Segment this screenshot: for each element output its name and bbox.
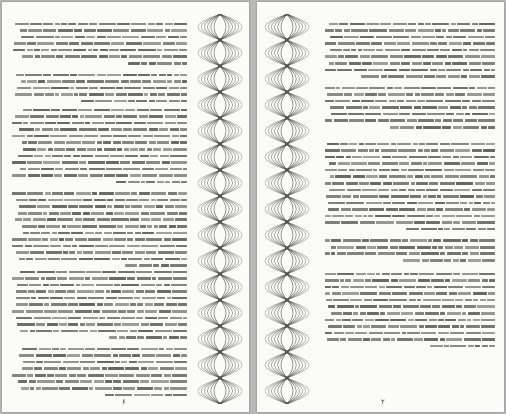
paragraph — [325, 22, 495, 81]
paragraph — [325, 239, 495, 265]
text-line — [12, 99, 187, 106]
paragraph — [12, 22, 187, 68]
text-line — [12, 393, 187, 400]
text-line — [325, 344, 495, 351]
left-page-top-text — [12, 22, 187, 111]
paragraph — [325, 142, 495, 234]
paragraph — [12, 270, 187, 342]
text-line — [12, 180, 187, 187]
text-line — [325, 258, 495, 265]
right-page-middle-text — [325, 142, 495, 270]
braided-knot-border-icon — [259, 14, 315, 404]
paragraph — [12, 192, 187, 271]
paragraph — [325, 272, 495, 351]
text-line — [325, 74, 495, 81]
right-page — [257, 2, 504, 412]
paragraph — [12, 73, 187, 106]
text-line — [325, 125, 495, 132]
right-page-number: ۲ — [381, 398, 385, 406]
left-page-number: ۶ — [122, 398, 126, 406]
paragraph — [325, 86, 495, 132]
left-page — [2, 2, 249, 412]
text-line — [12, 335, 187, 342]
right-page-top-text — [325, 22, 495, 137]
text-line — [325, 227, 495, 234]
braided-knot-border-icon — [192, 14, 248, 404]
paragraph — [12, 108, 187, 187]
right-page-bottom-text — [325, 272, 495, 356]
paragraph — [12, 347, 187, 399]
text-line — [12, 61, 187, 68]
left-page-middle-text — [12, 108, 187, 275]
left-page-bottom-text — [12, 270, 187, 404]
